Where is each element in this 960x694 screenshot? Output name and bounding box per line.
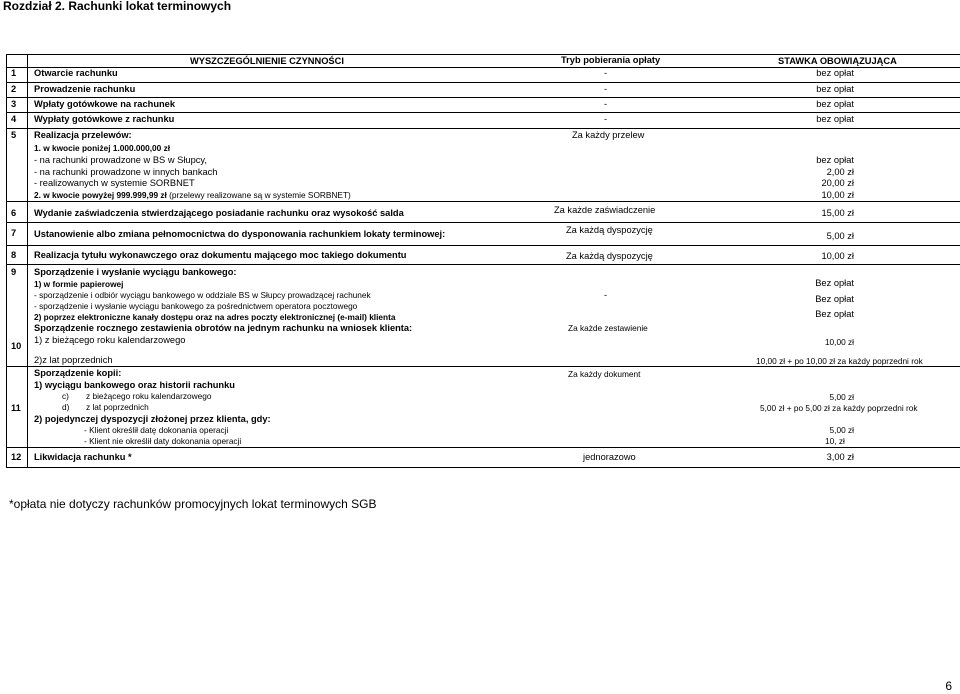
header-activity: WYSZCZEGÓLNIENIE CZYNNOŚCI: [190, 56, 344, 66]
row-rate: 10,00 zł: [821, 190, 854, 200]
row-number: 9: [11, 267, 17, 277]
row-rate: 5,00 zł + po 5,00 zł za każdy poprzedni rok: [760, 403, 918, 413]
number-column-divider: [27, 54, 28, 468]
row-number: 6: [11, 208, 17, 218]
footnote: *opłata nie dotyczy rachunków promocyjnych lokat terminowych SGB: [9, 497, 377, 511]
row-rate: Bez opłat: [815, 278, 854, 288]
row-detail: 2) poprzez elektroniczne kanały dostępu oraz na adres poczty elektronicznej (e-mail) klienta: [34, 312, 396, 322]
row-detail: 2. w kwocie powyżej 999.999,99 zł (przelewy realizowane są w systemie SORBNET): [34, 190, 351, 200]
row-number: 4: [11, 114, 17, 124]
row-activity: Realizacja przelewów:: [34, 130, 132, 140]
row-fee-mode: Za każde zestawienie: [568, 323, 648, 333]
row-rate: 10, zł: [825, 436, 845, 446]
row-fee-mode: Za każdy przelew: [572, 130, 645, 140]
row-divider: [6, 366, 960, 367]
row-activity: Sporządzenie i wysłanie wyciągu bankowego:: [34, 267, 237, 277]
row-fee-mode: -: [604, 290, 608, 300]
row-rate: 5,00 zł: [826, 231, 854, 241]
row-number: 3: [11, 99, 17, 109]
row-activity: Sporządzenie kopii:: [34, 368, 122, 378]
row-rate: 20,00 zł: [821, 178, 854, 188]
row-detail-marker: c): [62, 391, 69, 401]
row-rate: 10,00 zł + po 10,00 zł za każdy poprzedni rok: [756, 356, 923, 366]
row-detail: 1) wyciągu bankowego oraz historii rachunku: [34, 380, 235, 390]
row-fee-mode: -: [604, 114, 608, 124]
row-detail-marker: d): [62, 402, 70, 412]
row-divider: [6, 447, 960, 448]
row-detail: 1. w kwocie poniżej 1.000.000,00 zł: [34, 143, 171, 153]
row-divider: [6, 112, 960, 113]
row-divider: [6, 97, 960, 98]
row-activity: Wypłaty gotówkowe z rachunku: [34, 114, 175, 124]
row-detail: 2) pojedynczej dyspozycji złożonej przez klienta, gdy:: [34, 414, 271, 424]
row-number: 12: [11, 452, 22, 462]
row-number: 2: [11, 84, 17, 94]
row-activity: Realizacja tytułu wykonawczego oraz dokumentu mającego moc takiego dokumentu: [34, 250, 407, 260]
row-activity: Otwarcie rachunku: [34, 68, 118, 78]
row-divider: [6, 222, 960, 223]
row-detail: - sporządzenie i wysłanie wyciągu bankowego za pośrednictwem operatora pocztowego: [34, 301, 358, 311]
row-rate: bez opłat: [816, 68, 854, 78]
row-detail: - na rachunki prowadzone w innych bankach: [34, 167, 218, 177]
table-top-border: [6, 54, 960, 55]
row-divider: [6, 201, 960, 202]
row-rate: bez opłat: [816, 114, 854, 124]
row-detail: - Klient nie określił daty dokonania operacji: [84, 436, 242, 446]
row-rate: 15,00 zł: [821, 208, 854, 218]
row-rate: Bez opłat: [815, 294, 854, 304]
header-rate: STAWKA OBOWIĄZUJĄCA: [778, 56, 897, 66]
row-fee-mode: Za każdą dyspozycję: [566, 251, 653, 261]
row-activity: Sporządzenie rocznego zestawienia obrotów na jednym rachunku na wniosek klienta:: [34, 323, 413, 333]
row-number: 11: [11, 403, 21, 413]
row-detail: - sporządzenie i odbiór wyciągu bankowego w oddziale BS w Słupcy prowadzącej rachunek: [34, 290, 371, 300]
row-divider: [6, 82, 960, 83]
row-fee-mode: Za każdy dokument: [568, 369, 641, 379]
row-divider: [6, 264, 960, 265]
row-rate: Bez opłat: [815, 309, 854, 319]
row-activity: Ustanowienie albo zmiana pełnomocnictwa do dysponowania rachunkiem lokaty terminowej:: [34, 229, 446, 239]
row-rate: 2,00 zł: [826, 167, 854, 177]
row-activity: Likwidacja rachunku *: [34, 452, 132, 462]
row-number: 10: [11, 341, 22, 351]
row-activity: Prowadzenie rachunku: [34, 84, 136, 94]
row-fee-mode: Za każde zaświadczenie: [554, 205, 656, 215]
row-detail: z bieżącego roku kalendarzowego: [86, 391, 212, 401]
section-title: Rozdział 2. Rachunki lokat terminowych: [3, 0, 232, 13]
row-number: 5: [11, 130, 17, 140]
row-fee-mode: -: [604, 68, 608, 78]
row-divider: [6, 245, 960, 246]
row-activity: Wpłaty gotówkowe na rachunek: [34, 99, 176, 109]
row-divider: [6, 128, 960, 129]
row-fee-mode: Za każdą dyspozycję: [566, 225, 653, 235]
row-detail: - realizowanych w systemie SORBNET: [34, 178, 195, 188]
row-number: 7: [11, 228, 17, 238]
row-rate: bez opłat: [816, 84, 854, 94]
row-fee-mode: -: [604, 84, 608, 94]
row-detail: 2)z lat poprzednich: [34, 355, 113, 365]
page-number: 6: [945, 679, 952, 693]
row-number: 1: [11, 68, 17, 78]
row-rate: 5,00 zł: [829, 425, 854, 435]
row-rate: bez opłat: [816, 99, 854, 109]
row-rate: 10,00 zł: [821, 251, 854, 261]
row-detail: - Klient określił datę dokonania operacji: [84, 425, 229, 435]
table-bottom-border: [6, 467, 960, 468]
row-rate: 10,00 zł: [824, 337, 854, 347]
row-fee-mode: -: [604, 99, 608, 109]
row-detail: 1) w formie papierowej: [34, 279, 124, 289]
row-number: 8: [11, 250, 17, 260]
row-rate: 3,00 zł: [826, 452, 854, 462]
row-rate: 5,00 zł: [829, 392, 854, 402]
row-fee-mode: jednorazowo: [583, 452, 636, 462]
row-detail: - na rachunki prowadzone w BS w Słupcy,: [34, 155, 207, 165]
header-fee-mode: Tryb pobierania opłaty: [561, 55, 661, 65]
row-detail: 1) z bieżącego roku kalendarzowego: [34, 335, 186, 345]
row-detail: z lat poprzednich: [86, 402, 149, 412]
row-activity: Wydanie zaświadczenia stwierdzającego posiadanie rachunku oraz wysokość salda: [34, 208, 404, 218]
table-left-border: [6, 54, 7, 468]
row-rate: bez opłat: [816, 155, 854, 165]
